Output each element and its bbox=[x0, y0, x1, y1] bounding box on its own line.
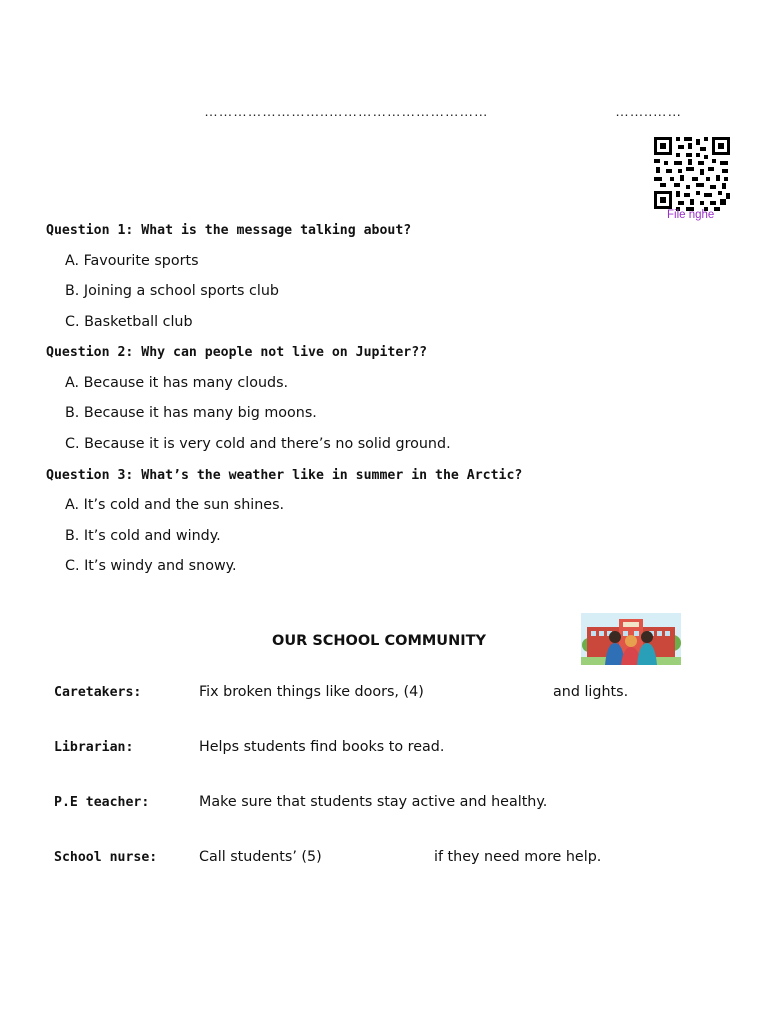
question-1-option-a: A. Favourite sports bbox=[65, 253, 199, 269]
question-2-option-a: A. Because it has many clouds. bbox=[65, 375, 289, 391]
role-caretakers: Caretakers: bbox=[54, 685, 142, 700]
question-1-option-c: C. Basketball club bbox=[65, 314, 193, 330]
question-3: Question 3: What’s the weather like in summer in the Arctic? bbox=[46, 468, 523, 483]
qr-caption: File nghe bbox=[667, 209, 715, 221]
role-pe-teacher: P.E teacher: bbox=[54, 795, 150, 810]
question-2-option-b: B. Because it has many big moons. bbox=[65, 405, 317, 421]
community-title: OUR SCHOOL COMMUNITY bbox=[272, 633, 486, 649]
question-3-option-c: C. It’s windy and snowy. bbox=[65, 558, 237, 574]
question-2-option-c: C. Because it is very cold and there’s no solid ground. bbox=[65, 436, 451, 452]
class-dotted-line: ……..…… bbox=[615, 103, 682, 119]
question-1-option-b: B. Joining a school sports club bbox=[65, 283, 279, 299]
school-illustration bbox=[581, 613, 681, 665]
qr-code[interactable] bbox=[652, 135, 732, 211]
question-3-option-a: A. It’s cold and the sun shines. bbox=[65, 497, 285, 513]
question-3-option-b: B. It’s cold and windy. bbox=[65, 528, 221, 544]
question-1: Question 1: What is the message talking about? bbox=[46, 223, 412, 238]
role-librarian-description: Helps students find books to read. bbox=[199, 739, 445, 755]
role-school-nurse-tail: if they need more help. bbox=[434, 849, 602, 865]
role-school-nurse: School nurse: bbox=[54, 850, 158, 865]
role-caretakers-tail: and lights. bbox=[553, 684, 629, 700]
name-dotted-line: ……………………..…………………………… bbox=[204, 103, 489, 119]
role-caretakers-description: Fix broken things like doors, (4) bbox=[199, 684, 424, 700]
role-school-nurse-description: Call students’ (5) bbox=[199, 849, 322, 865]
role-pe-teacher-description: Make sure that students stay active and healthy. bbox=[199, 794, 548, 810]
role-librarian: Librarian: bbox=[54, 740, 134, 755]
question-2: Question 2: Why can people not live on Jupiter?? bbox=[46, 345, 428, 360]
